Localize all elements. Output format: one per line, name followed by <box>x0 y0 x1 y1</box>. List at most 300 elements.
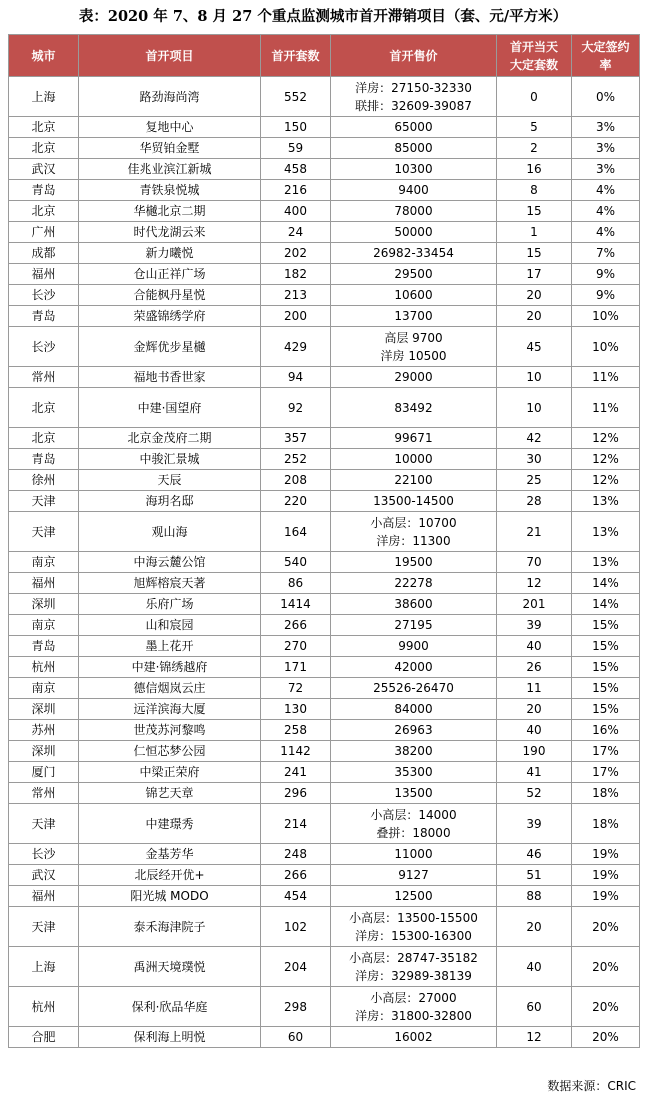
cell-rate: 13% <box>572 552 640 573</box>
table-row <box>9 804 640 844</box>
cell-units: 94 <box>261 367 331 388</box>
cell-project: 中建璟秀 <box>79 804 261 844</box>
cell-booked: 10 <box>497 367 572 388</box>
cell-city: 杭州 <box>9 657 79 678</box>
cell-units: 213 <box>261 285 331 306</box>
cell-project: 阳光城 MODO <box>79 886 261 907</box>
cell-price <box>331 804 497 844</box>
cell-project: 仓山正祥广场 <box>79 264 261 285</box>
table-row <box>9 552 640 573</box>
cell-project: 海玥名邸 <box>79 491 261 512</box>
table-row <box>9 180 640 201</box>
cell-rate: 20% <box>572 1027 640 1048</box>
price-line: 99671 <box>394 431 433 445</box>
cell-city: 上海 <box>9 77 79 117</box>
cell-units: 429 <box>261 327 331 367</box>
cell-city: 北京 <box>9 117 79 138</box>
cell-project: 新力曦悦 <box>79 243 261 264</box>
table-row <box>9 367 640 388</box>
cell-project: 禹洲天境璞悦 <box>79 947 261 987</box>
cell-units: 164 <box>261 512 331 552</box>
cell-booked: 45 <box>497 327 572 367</box>
price-line: 16002 <box>394 1030 433 1044</box>
cell-price <box>331 367 497 388</box>
price-line: 27195 <box>394 618 433 632</box>
table-row <box>9 657 640 678</box>
cell-price <box>331 987 497 1027</box>
table-row <box>9 720 640 741</box>
table-row <box>9 117 640 138</box>
table-row <box>9 77 640 117</box>
cell-rate: 4% <box>572 222 640 243</box>
table-row <box>9 159 640 180</box>
cell-rate: 3% <box>572 159 640 180</box>
table-row <box>9 138 640 159</box>
cell-price <box>331 306 497 327</box>
cell-city: 厦门 <box>9 762 79 783</box>
cell-rate: 4% <box>572 201 640 222</box>
cell-price <box>331 636 497 657</box>
cell-project: 佳兆业滨江新城 <box>79 159 261 180</box>
price-line: 13500-14500 <box>373 494 454 508</box>
cell-rate: 15% <box>572 636 640 657</box>
cell-units: 216 <box>261 180 331 201</box>
cell-booked: 26 <box>497 657 572 678</box>
cell-project: 北辰经开优+ <box>79 865 261 886</box>
cell-project: 合能枫丹星悦 <box>79 285 261 306</box>
cell-booked: 41 <box>497 762 572 783</box>
header-rate-line-1: 大定签约 <box>581 39 630 54</box>
price-line: 38600 <box>394 597 433 611</box>
cell-project: 世茂苏河黎鸣 <box>79 720 261 741</box>
cell-booked: 30 <box>497 449 572 470</box>
cell-booked: 20 <box>497 907 572 947</box>
table-row <box>9 264 640 285</box>
price-line: 84000 <box>394 702 433 716</box>
cell-project: 青铁泉悦城 <box>79 180 261 201</box>
cell-price <box>331 720 497 741</box>
cell-booked: 11 <box>497 678 572 699</box>
table-row <box>9 741 640 762</box>
table-row <box>9 594 640 615</box>
price-line: 9127 <box>398 868 429 882</box>
cell-price <box>331 1027 497 1048</box>
cell-booked: 25 <box>497 470 572 491</box>
cell-rate: 4% <box>572 180 640 201</box>
cell-city: 天津 <box>9 804 79 844</box>
cell-city: 长沙 <box>9 285 79 306</box>
price-line: 22278 <box>394 576 433 590</box>
cell-booked: 39 <box>497 804 572 844</box>
cell-units: 1142 <box>261 741 331 762</box>
cell-rate: 9% <box>572 264 640 285</box>
cell-city: 武汉 <box>9 159 79 180</box>
cell-rate: 7% <box>572 243 640 264</box>
table-row <box>9 783 640 804</box>
cell-price <box>331 573 497 594</box>
cell-city: 福州 <box>9 264 79 285</box>
cell-city: 广州 <box>9 222 79 243</box>
cell-project: 远洋滨海大厦 <box>79 699 261 720</box>
price-line: 小高层：27000 <box>370 990 457 1005</box>
cell-project: 华樾北京二期 <box>79 201 261 222</box>
cell-booked: 20 <box>497 285 572 306</box>
table-row <box>9 615 640 636</box>
cell-rate: 17% <box>572 762 640 783</box>
cell-units: 552 <box>261 77 331 117</box>
price-line: 高层 9700 <box>384 330 443 345</box>
cell-price <box>331 907 497 947</box>
cell-city: 徐州 <box>9 470 79 491</box>
cell-price <box>331 77 497 117</box>
cell-price <box>331 264 497 285</box>
cell-city: 青岛 <box>9 636 79 657</box>
table-row <box>9 306 640 327</box>
data-source-note: 数据来源：CRIC <box>547 1079 636 1093</box>
cell-rate: 20% <box>572 987 640 1027</box>
cell-project: 观山海 <box>79 512 261 552</box>
cell-price <box>331 865 497 886</box>
cell-project: 福地书香世家 <box>79 367 261 388</box>
cell-rate: 15% <box>572 615 640 636</box>
price-line: 洋房 10500 <box>380 348 447 363</box>
cell-project: 天辰 <box>79 470 261 491</box>
cell-project: 金基芳华 <box>79 844 261 865</box>
cell-units: 454 <box>261 886 331 907</box>
table-row <box>9 987 640 1027</box>
header-booked-line-2: 大定套数 <box>509 57 558 72</box>
cell-project: 北京金茂府二期 <box>79 428 261 449</box>
table-row <box>9 512 640 552</box>
header-city: 城市 <box>9 35 79 77</box>
cell-project: 旭辉榕宸天著 <box>79 573 261 594</box>
cell-units: 59 <box>261 138 331 159</box>
cell-project: 泰禾海津院子 <box>79 907 261 947</box>
cell-price <box>331 552 497 573</box>
header-units: 首开套数 <box>261 35 331 77</box>
price-line: 小高层：28747-35182 <box>349 950 478 965</box>
cell-city: 南京 <box>9 615 79 636</box>
cell-city: 常州 <box>9 367 79 388</box>
cell-units: 220 <box>261 491 331 512</box>
cell-units: 60 <box>261 1027 331 1048</box>
cell-rate: 12% <box>572 470 640 491</box>
cell-city: 福州 <box>9 573 79 594</box>
cell-project: 保利海上明悦 <box>79 1027 261 1048</box>
cell-units: 200 <box>261 306 331 327</box>
cell-project: 复地中心 <box>79 117 261 138</box>
table-row <box>9 449 640 470</box>
cell-booked: 2 <box>497 138 572 159</box>
cell-units: 298 <box>261 987 331 1027</box>
price-line: 50000 <box>394 225 433 239</box>
cell-units: 130 <box>261 699 331 720</box>
price-line: 洋房：32989-38139 <box>355 968 472 983</box>
cell-booked: 28 <box>497 491 572 512</box>
price-line: 洋房：31800-32800 <box>355 1008 472 1023</box>
cell-city: 青岛 <box>9 306 79 327</box>
cell-rate: 10% <box>572 306 640 327</box>
cell-booked: 1 <box>497 222 572 243</box>
cell-booked: 21 <box>497 512 572 552</box>
cell-units: 171 <box>261 657 331 678</box>
price-line: 11000 <box>394 847 433 861</box>
cell-city: 北京 <box>9 428 79 449</box>
cell-booked: 20 <box>497 306 572 327</box>
cell-rate: 12% <box>572 428 640 449</box>
table-row <box>9 470 640 491</box>
cell-booked: 12 <box>497 573 572 594</box>
price-line: 13500 <box>394 786 433 800</box>
cell-city: 深圳 <box>9 741 79 762</box>
cell-city: 深圳 <box>9 594 79 615</box>
cell-price <box>331 243 497 264</box>
cell-city: 天津 <box>9 907 79 947</box>
cell-city: 青岛 <box>9 180 79 201</box>
cell-rate: 11% <box>572 388 640 428</box>
cell-price <box>331 470 497 491</box>
cell-booked: 5 <box>497 117 572 138</box>
cell-rate: 13% <box>572 491 640 512</box>
table-title: 表：2020 年 7、8 月 27 个重点监测城市首开滞销项目（套、元/平方米） <box>78 8 568 25</box>
table-row <box>9 491 640 512</box>
cell-units: 72 <box>261 678 331 699</box>
cell-project: 中海云麓公馆 <box>79 552 261 573</box>
price-line: 洋房：11300 <box>376 533 451 548</box>
table-row <box>9 573 640 594</box>
price-line: 小高层：10700 <box>370 515 457 530</box>
cell-rate: 13% <box>572 512 640 552</box>
cell-units: 458 <box>261 159 331 180</box>
cell-project: 中梁正荣府 <box>79 762 261 783</box>
cell-rate: 14% <box>572 573 640 594</box>
cell-price <box>331 783 497 804</box>
cell-city: 北京 <box>9 201 79 222</box>
cell-city: 深圳 <box>9 699 79 720</box>
cell-units: 86 <box>261 573 331 594</box>
price-line: 9400 <box>398 183 429 197</box>
table-row <box>9 285 640 306</box>
cell-project: 华贸铂金墅 <box>79 138 261 159</box>
cell-booked: 15 <box>497 201 572 222</box>
price-line: 42000 <box>394 660 433 674</box>
price-line: 29000 <box>394 370 433 384</box>
price-line: 10000 <box>394 452 433 466</box>
cell-city: 天津 <box>9 512 79 552</box>
cell-units: 266 <box>261 615 331 636</box>
price-line: 26982-33454 <box>373 246 454 260</box>
cell-units: 208 <box>261 470 331 491</box>
table-row <box>9 947 640 987</box>
cell-units: 24 <box>261 222 331 243</box>
cell-price <box>331 886 497 907</box>
cell-city: 合肥 <box>9 1027 79 1048</box>
cell-booked: 16 <box>497 159 572 180</box>
cell-booked: 40 <box>497 947 572 987</box>
cell-booked: 12 <box>497 1027 572 1048</box>
cell-units: 400 <box>261 201 331 222</box>
cell-price <box>331 159 497 180</box>
cell-city: 苏州 <box>9 720 79 741</box>
cell-city: 武汉 <box>9 865 79 886</box>
cell-units: 150 <box>261 117 331 138</box>
cell-rate: 15% <box>572 678 640 699</box>
cell-units: 182 <box>261 264 331 285</box>
cell-units: 102 <box>261 907 331 947</box>
cell-rate: 18% <box>572 783 640 804</box>
cell-booked: 10 <box>497 388 572 428</box>
cell-rate: 14% <box>572 594 640 615</box>
cell-units: 92 <box>261 388 331 428</box>
cell-units: 270 <box>261 636 331 657</box>
cell-rate: 10% <box>572 327 640 367</box>
table-body <box>9 77 640 1048</box>
price-line: 洋房：15300-16300 <box>355 928 472 943</box>
cell-city: 长沙 <box>9 327 79 367</box>
cell-city: 常州 <box>9 783 79 804</box>
price-line: 联排：32609-39087 <box>355 98 472 113</box>
header-booked <box>497 35 572 77</box>
table-row <box>9 1027 640 1048</box>
cell-city: 天津 <box>9 491 79 512</box>
table-row <box>9 388 640 428</box>
header-booked-line-1: 首开当天 <box>509 39 558 54</box>
cell-booked: 201 <box>497 594 572 615</box>
cell-project: 乐府广场 <box>79 594 261 615</box>
cell-units: 241 <box>261 762 331 783</box>
table-row <box>9 907 640 947</box>
cell-units: 204 <box>261 947 331 987</box>
cell-price <box>331 222 497 243</box>
table-row <box>9 428 640 449</box>
cell-rate: 19% <box>572 865 640 886</box>
cell-units: 214 <box>261 804 331 844</box>
cell-rate: 3% <box>572 117 640 138</box>
cell-project: 锦艺天章 <box>79 783 261 804</box>
price-line: 叠拼：18000 <box>376 825 451 840</box>
cell-project: 仁恒芯梦公园 <box>79 741 261 762</box>
price-line: 78000 <box>394 204 433 218</box>
cell-city: 北京 <box>9 388 79 428</box>
cell-city: 上海 <box>9 947 79 987</box>
table-row <box>9 201 640 222</box>
cell-rate: 17% <box>572 741 640 762</box>
table-row <box>9 865 640 886</box>
cell-project: 时代龙湖云来 <box>79 222 261 243</box>
cell-city: 长沙 <box>9 844 79 865</box>
price-line: 25526-26470 <box>373 681 454 695</box>
cell-city: 南京 <box>9 678 79 699</box>
cell-price <box>331 138 497 159</box>
cell-project: 中建·锦绣越府 <box>79 657 261 678</box>
cell-price <box>331 678 497 699</box>
cell-units: 202 <box>261 243 331 264</box>
header-project: 首开项目 <box>79 35 261 77</box>
table-row <box>9 243 640 264</box>
cell-rate: 15% <box>572 699 640 720</box>
cell-rate: 3% <box>572 138 640 159</box>
cell-units: 540 <box>261 552 331 573</box>
cell-city: 南京 <box>9 552 79 573</box>
cell-price <box>331 180 497 201</box>
price-line: 洋房：27150-32330 <box>355 80 472 95</box>
cell-rate: 20% <box>572 907 640 947</box>
cell-booked: 42 <box>497 428 572 449</box>
cell-booked: 51 <box>497 865 572 886</box>
cell-city: 青岛 <box>9 449 79 470</box>
price-line: 83492 <box>394 400 433 415</box>
table-row <box>9 678 640 699</box>
cell-price <box>331 947 497 987</box>
cell-project: 中建·国望府 <box>79 388 261 428</box>
cell-rate: 11% <box>572 367 640 388</box>
cell-price <box>331 327 497 367</box>
cell-booked: 8 <box>497 180 572 201</box>
cell-booked: 40 <box>497 636 572 657</box>
cell-units: 357 <box>261 428 331 449</box>
price-line: 22100 <box>394 473 433 487</box>
table-row <box>9 222 640 243</box>
price-line: 35300 <box>394 765 433 779</box>
table-row <box>9 762 640 783</box>
cell-booked: 40 <box>497 720 572 741</box>
cell-units: 296 <box>261 783 331 804</box>
table-row <box>9 844 640 865</box>
cell-price <box>331 594 497 615</box>
cell-rate: 0% <box>572 77 640 117</box>
stalled-projects-table <box>8 34 640 1048</box>
cell-rate: 18% <box>572 804 640 844</box>
cell-price <box>331 844 497 865</box>
cell-project: 中骏汇景城 <box>79 449 261 470</box>
cell-city: 杭州 <box>9 987 79 1027</box>
cell-booked: 39 <box>497 615 572 636</box>
cell-rate: 9% <box>572 285 640 306</box>
cell-project: 墨上花开 <box>79 636 261 657</box>
cell-units: 266 <box>261 865 331 886</box>
cell-booked: 0 <box>497 77 572 117</box>
cell-booked: 88 <box>497 886 572 907</box>
cell-city: 成都 <box>9 243 79 264</box>
cell-price <box>331 762 497 783</box>
price-line: 38200 <box>394 744 433 758</box>
cell-project: 德信烟岚云庄 <box>79 678 261 699</box>
cell-booked: 46 <box>497 844 572 865</box>
header-rate-line-2: 率 <box>599 57 612 72</box>
cell-project: 保利·欣品华庭 <box>79 987 261 1027</box>
price-line: 26963 <box>394 723 433 737</box>
price-line: 9900 <box>398 639 429 653</box>
price-line: 19500 <box>394 555 433 569</box>
cell-price <box>331 699 497 720</box>
table-row <box>9 327 640 367</box>
cell-project: 荣盛锦绣学府 <box>79 306 261 327</box>
header-rate <box>572 35 640 77</box>
price-line: 小高层：13500-15500 <box>349 910 478 925</box>
cell-booked: 70 <box>497 552 572 573</box>
cell-city: 福州 <box>9 886 79 907</box>
table-row <box>9 699 640 720</box>
cell-booked: 52 <box>497 783 572 804</box>
price-line: 小高层：14000 <box>370 807 457 822</box>
price-line: 10300 <box>394 162 433 176</box>
cell-units: 258 <box>261 720 331 741</box>
cell-rate: 16% <box>572 720 640 741</box>
cell-price <box>331 388 497 428</box>
cell-price <box>331 741 497 762</box>
cell-booked: 15 <box>497 243 572 264</box>
header-price: 首开售价 <box>331 35 497 77</box>
